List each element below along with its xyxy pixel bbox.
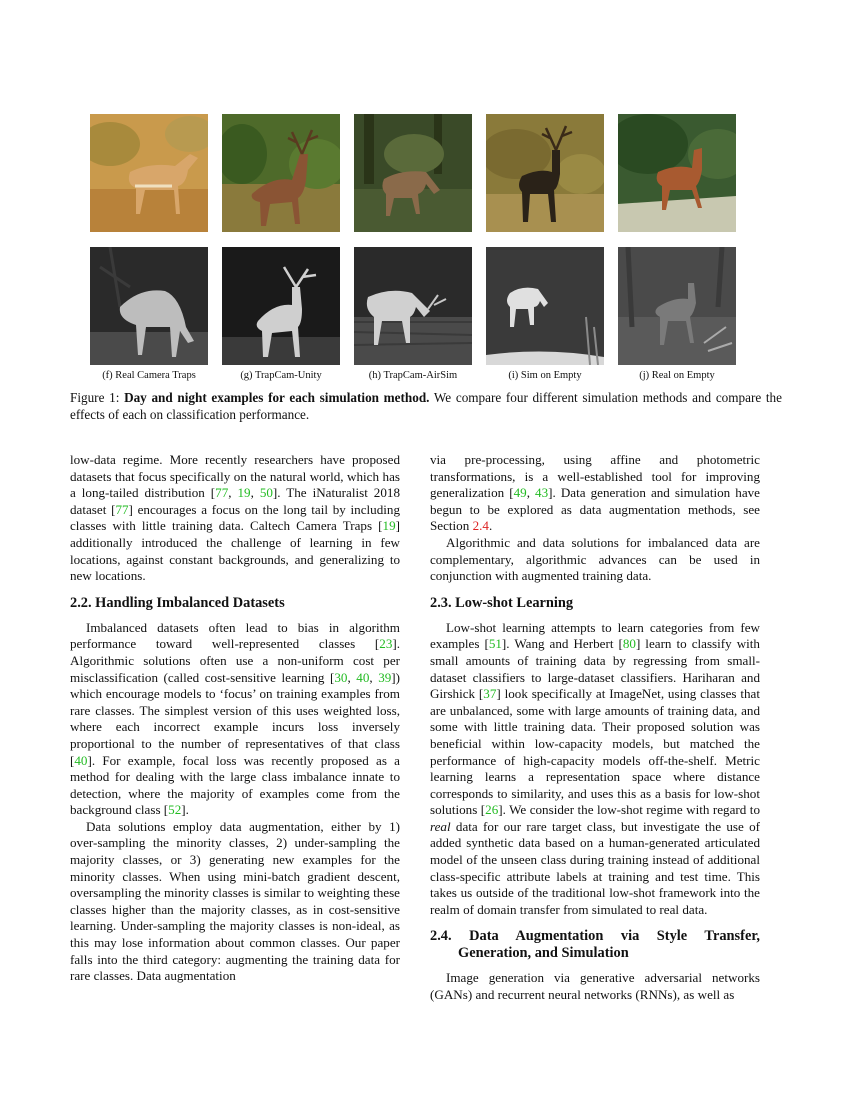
citation-link[interactable]: 43 — [535, 485, 549, 501]
citation-link[interactable]: 30 — [334, 669, 348, 685]
figure-photo-trapcam-airsim-day — [354, 114, 472, 232]
paragraph: via pre-processing, using affine and photometric transformations, is a well-established tool for improving generalization [49, 43]. Data generation and simulation have begun to be explored as data augmentation methods, see Section 2.4. — [430, 452, 760, 534]
figure-photo-trapcam-unity-night — [222, 247, 340, 365]
section-heading-2-2: 2.2. Handling Imbalanced Datasets — [70, 594, 285, 611]
subcaption-f: (f) Real Camera Traps — [102, 370, 196, 381]
paragraph: Imbalanced datasets often lead to bias in algorithm performance toward well-represented classes [23]. Algorithmic solutions often use a non-uniform cost per misclassification (called cost-sensitive learning [30, 40, 39]) which encourage models to ‘focus’ on training examples from rare classes. The simplest version of this uses weighted loss, where each incorrect example incurs loss inversely proportional to the number of representatives of that class [40]. For example, focal loss was recently proposed as a method for dealing with the large class imbalance innate to detection, where the majority of examples come from the background class [52]. — [70, 619, 401, 818]
right-column — [430, 452, 760, 1004]
citation-link[interactable]: 50 — [259, 485, 273, 501]
paragraph: low-data regime. More recently researchers have proposed datasets that focus specifically on the natural world, which has a long-tailed distribution [77, 19, 50]. The iNaturalist 2018 dataset [77] encourages a focus on the long tail by including classes with little training data. Caltech Camera Traps [19] additionally introduced the challenge of learning in few locations, against constant backgrounds, and generalizing to new locations. — [70, 452, 400, 584]
figure-caption — [70, 389, 782, 423]
caption-bold: Day and night examples for each simulation method. — [124, 390, 430, 405]
citation-link[interactable]: 39 — [378, 669, 392, 685]
paragraph: Low-shot learning attempts to learn categories from few examples [51]. Wang and Herbert [80] learn to classify with small amounts of training data by regressing from small-dataset classifiers to large-dataset classifiers. Hariharan and Girshick [37] look specifically at ImageNet, using classes that are unbalanced, some with large amounts of training data, and some with little training data. Their proposed solution was beneficial within low-capacity models, but matched the performance of high-capacity models off-the-shelf. Metric learning learns a representation space where distance corresponds to similarity, and uses this as a basis for low-shot solutions [26]. We consider the low-shot regime with regard to real data for our rare target class, but investigate the use of added synthetic data based on a human-generated articulated model of the unseen class during training instead of additional class-specific attribute labels at training and test time. This takes us outside of the traditional low-shot framework into the realm of domain transfer from simulated to real data. — [430, 619, 760, 917]
figure-photo-sim-on-empty-night — [486, 247, 604, 365]
paragraph: Image generation via generative adversarial networks (GANs) and recurrent neural networks (RNNs), as well as — [430, 970, 760, 1003]
section-heading-2-3: 2.3. Low-shot Learning — [430, 594, 574, 611]
citation-link[interactable]: 19 — [382, 518, 396, 534]
figure-photo-real-camera-traps-day — [90, 114, 208, 232]
citation-link[interactable]: 40 — [356, 669, 370, 685]
subcaption-h: (h) TrapCam-AirSim — [368, 370, 458, 381]
citation-link[interactable]: 19 — [237, 485, 251, 501]
citation-link[interactable]: 40 — [74, 752, 88, 768]
section-link[interactable]: 2.4 — [472, 518, 489, 534]
citation-link[interactable]: 52 — [168, 802, 182, 818]
figure-photo-trapcam-unity-day — [222, 114, 340, 232]
subcaption-j: (j) Real on Empty — [639, 370, 715, 381]
citation-link[interactable]: 77 — [215, 485, 229, 501]
figure-photo-real-camera-traps-night — [90, 247, 208, 365]
figure-photo-sim-on-empty-day — [486, 114, 604, 232]
citation-link[interactable]: 37 — [483, 686, 497, 702]
caption-label: Figure 1: — [70, 390, 120, 405]
caption-rest: We compare four different simulation methods and compare the effects of each on classification performance. — [70, 390, 783, 422]
left-column — [70, 452, 400, 985]
citation-link[interactable]: 23 — [379, 636, 393, 652]
subcaption-g: (g) TrapCam-Unity — [240, 370, 322, 381]
figure-photo-trapcam-airsim-night — [354, 247, 472, 365]
paragraph: Algorithmic and data solutions for imbalanced data are complementary, algorithmic advances can be used in conjunction with augmented training data. — [430, 534, 760, 584]
section-heading-2-4: 2.4. Data Augmentation via Style Transfer, Generation, and Simulation — [430, 928, 760, 962]
subcaption-i: (i) Sim on Empty — [508, 370, 582, 381]
citation-link[interactable]: 77 — [115, 501, 129, 517]
citation-link[interactable]: 80 — [622, 636, 636, 652]
citation-link[interactable]: 49 — [513, 485, 527, 501]
figure-photo-real-on-empty-night — [618, 247, 736, 365]
figure-photo-real-on-empty-day — [618, 114, 736, 232]
citation-link[interactable]: 26 — [485, 802, 499, 818]
citation-link[interactable]: 51 — [488, 636, 502, 652]
paragraph: Data solutions employ data augmentation, either by 1) over-sampling the minority classes, 2) under-sampling the majority classes, or 3) generating new examples for the minority classes. When using mini-batch gradient descent, oversampling the minority classes is similar to weighting these classes higher than the majority classes, as in cost-sensitive learning. Under-sampling the majority classes is non-ideal, as this may lose information about common classes. Our paper falls into the third category: augmenting the training data for rare classes. Data augmentation — [70, 818, 400, 984]
